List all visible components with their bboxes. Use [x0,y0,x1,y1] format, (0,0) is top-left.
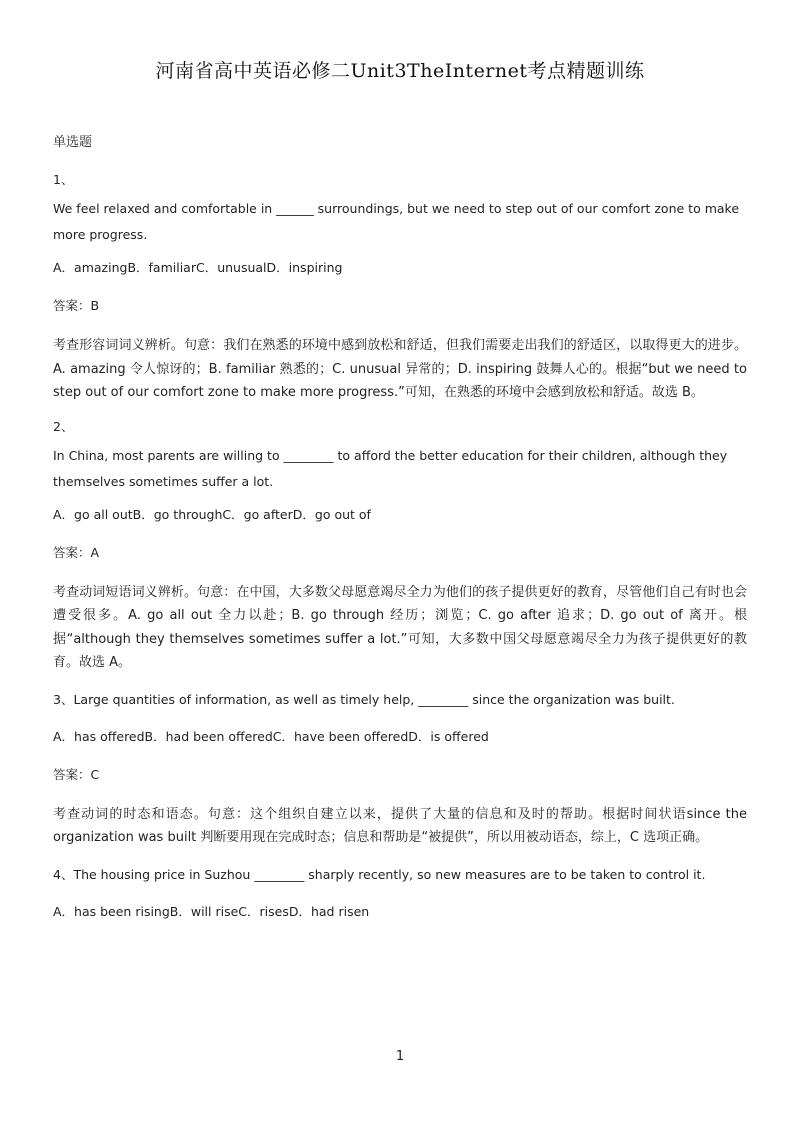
question-block [53,170,747,405]
question-number: 1、 [53,172,74,187]
question-text: We feel relaxed and comfortable in ______ surroundings, but we need to step out of our comfort zone to make more progress. [53,201,740,242]
question-text [53,862,747,888]
explanation: 考查动词短语词义辨析。句意：在中国，大多数父母愿意竭尽全力为他们的孩子提供更好的教育，尽管他们自己有时也会遭受很多。A. go all out 全力以赴；B. go through 经历；浏览；C. go after 追求；D. go out of 离开。根据“although they themselves sometimes suffer a lot.”可知，大多数中国父母愿意竭尽全力为孩子提供更好的教育。故选 A。 [53,584,747,670]
explanation: 考查动词的时态和语态。句意：这个组织自建立以来，提供了大量的信息和及时的帮助。根据时间状语since the organization was built 判断要用现在完成时态；信息和帮助是“被提供”，所以用被动语态，综上，C 选项正确。 [53,806,747,845]
answer-options: A．go all outB．go throughC．go afterD．go out of [53,506,371,522]
question-number: 3、 [53,691,74,707]
question-text-content: The housing price in Suzhou ________ sharply recently, so new measures are to be taken to control it. [73,866,706,882]
correct-answer: 答案：B [53,298,100,313]
correct-answer: 答案：C [53,766,100,782]
answer-options: A．has offeredB．had been offeredC．have been offeredD．is offered [53,728,489,744]
page-number: 1 [395,1049,405,1064]
question-number: 2、 [53,418,74,434]
correct-answer: 答案：A [53,544,100,560]
question-number: 4、 [53,866,74,882]
question-block [53,687,747,850]
question-text [53,687,747,713]
question-text: In China, most parents are willing to ________ to afford the better education for their children, although they themselves sometimes suffer a lot. [53,447,728,489]
explanation: 考查形容词词义辨析。句意：我们在熟悉的环境中感到放松和舒适，但我们需要走出我们的舒适区，以取得更大的进步。A. amazing 令人惊讶的；B. familiar 熟悉的；C. unusual 异常的；D. inspiring 鼓舞人心的。根据“but we need to step out of our comfort zone to make more progress.”可知，在熟悉的环境中会感到放松和舒适。故选 B。 [53,338,747,400]
section-label: 单选题 [53,135,93,150]
answer-options: A．has been risingB．will riseC．risesD．had risen [53,903,370,919]
question-block [53,417,747,675]
page-title: 河南省高中英语必修二Unit3TheInternet考点精题训练 [155,60,645,82]
question-list [53,133,747,940]
question-text-content: Large quantities of information, as well as timely help, ________ since the organization was built. [73,691,675,707]
answer-options: A．amazingB．familiarC．unusualD．inspiring [53,260,343,275]
question-block [53,862,747,922]
